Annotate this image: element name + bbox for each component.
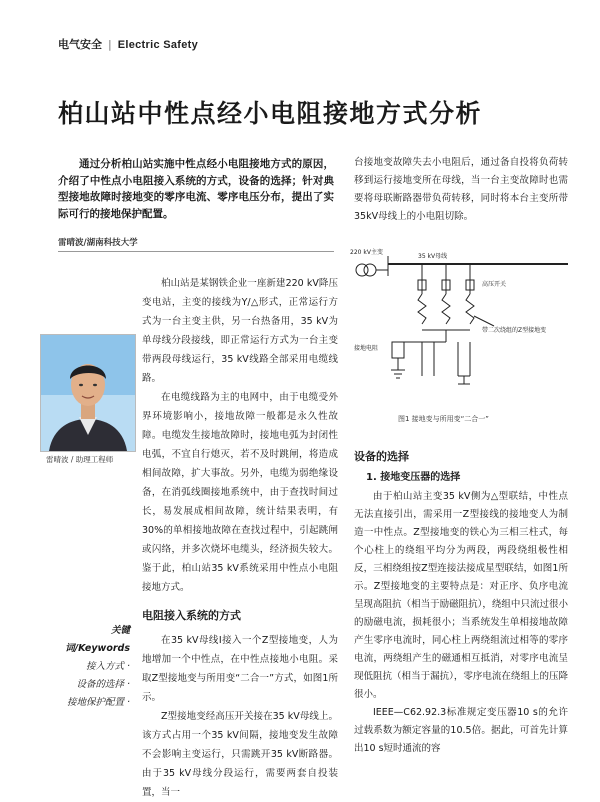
keywords-label: 关键词/Keywords xyxy=(65,625,130,654)
photo-caption: 雷晴波 / 助理工程师 xyxy=(46,455,114,464)
section-resistor-connection xyxy=(142,606,338,802)
figure-caption: 图1 接地变与所用变“二合一” xyxy=(398,415,489,423)
paragraph: 在电缆线路为主的电网中，由于电缆受外界环境影响小，接地故障一般都是永久性故障。电缆发生接地故障时，接地电弧为封闭性电弧，不宜自行熄灭，若不及时跳闸，将造成相间故障，扩大事故。另外，电缆为弱绝缘设备，在消弧线圈接地系统中，由于查找时间过长，易发展成相间故障，统计结果表明，有30%的单相接地故障在查找过程中，引起跳闸或闪络，并多次烧坏电缆头，经济损失较大。鉴于此，柏山站35 kV系统采用中性点小电阻接地方式。 xyxy=(142,392,338,593)
article-title: 柏山站中性点经小电阻接地方式分析 xyxy=(58,99,483,128)
header-section-cn: 电气安全 xyxy=(58,38,102,51)
keyword-item: 接入方式 · xyxy=(85,661,130,672)
author-portrait-icon xyxy=(41,335,135,451)
keyword-item: 设备的选择 · xyxy=(76,679,130,690)
running-header xyxy=(58,36,198,52)
intro-text xyxy=(142,274,338,597)
label-switch: 高压开关 xyxy=(482,281,507,288)
circuit-diagram-icon xyxy=(348,246,580,408)
section-heading: 电阻接入系统的方式 xyxy=(142,609,241,622)
divider xyxy=(58,251,334,252)
paragraph: 由于柏山站主变35 kV侧为△型联结，中性点无法直接引出，需采用一Z型接线的接地变人为制造一中性点。Z型接地变的铁心为三相三柱式，每个心柱上的绕组平均分为两段，两段绕组极性相反，三相绕组按Z型连接法接成星型联结，如图1所示。Z型接地变的主要特点是：对正序、负序电流呈现高阻抗（相当于励磁阻抗），绕组中只流过很小的励磁电流，损耗很小；当系统发生单相接地故障产生零序电流时，同心柱上两绕组流过相等的零序电流，两绕组产生的磁通相互抵消，对零序电流呈现低阻抗（相当于漏抗），零序电流在绕组上的压降很小。 xyxy=(354,491,568,700)
subsection-heading: 1. 接地变压器的选择 xyxy=(366,472,461,483)
label-resistor: 接地电阻 xyxy=(354,345,379,352)
right-column-text xyxy=(354,154,568,226)
paragraph: IEEE—C62.92.3标准规定变压器10 s的允许过载系数为额定容量的10.5倍。据此，可首先计算出10 s短时通流的容 xyxy=(354,707,568,754)
header-separator: | xyxy=(108,38,112,51)
paragraph: 在35 kV母线Ⅰ接入一个Z型接地变，人为地增加一个中性点，在中性点接地小电阻。采取Z型接地变与所用变“二合一”方式，如图1所示。 xyxy=(142,635,338,703)
section-equipment-selection xyxy=(354,488,568,758)
author-affiliation: 雷晴波/湖南科技大学 xyxy=(58,238,138,248)
keywords-block xyxy=(52,622,130,712)
label-z-transformer: 带二次绕组的Z型接地变 xyxy=(482,327,547,334)
author-photo xyxy=(40,334,136,452)
header-section-en: Electric Safety xyxy=(117,39,199,51)
keyword-item: 接地保护配置 · xyxy=(66,697,130,708)
paragraph: 台接地变故障失去小电阻后，通过备自投将负荷转移到运行接地变所在母线，当一台主变故障时也需要将母联断路器带负荷转移，同时将本台主变所带35kV母线上的小电阻切除。 xyxy=(354,157,568,222)
paragraph: Z型接地变经高压开关接在35 kV母线上。该方式占用一个35 kV间隔，接地变发生故障不会影响主变运行，只需跳开35 kV断路器。由于35 kV母线分段运行，需要两套自投装置，当一 xyxy=(142,711,338,798)
figure-1-diagram xyxy=(348,246,580,408)
abstract: 通过分析柏山站实施中性点经小电阻接地方式的原因，介绍了中性点小电阻接入系统的方式，设备的选择；针对典型接地故障时接地变的零序电流、零序电压分布，提出了实际可行的接地保护配置。 xyxy=(58,158,334,220)
label-220kv: 220 kV主变 xyxy=(350,249,383,256)
section-heading: 设备的选择 xyxy=(354,450,409,463)
paragraph: 柏山站是某钢铁企业一座新建220 kV降压变电站，主变的接线为Y/△形式，正常运行方式为一台主变主供，另一台热备用，35 kV为单母线分段接线，即正常运行方式为一台主变带两段母线运行，35 kV线路全部采用电缆线路。 xyxy=(142,278,338,384)
label-35kv: 35 kV母线 xyxy=(418,253,448,260)
